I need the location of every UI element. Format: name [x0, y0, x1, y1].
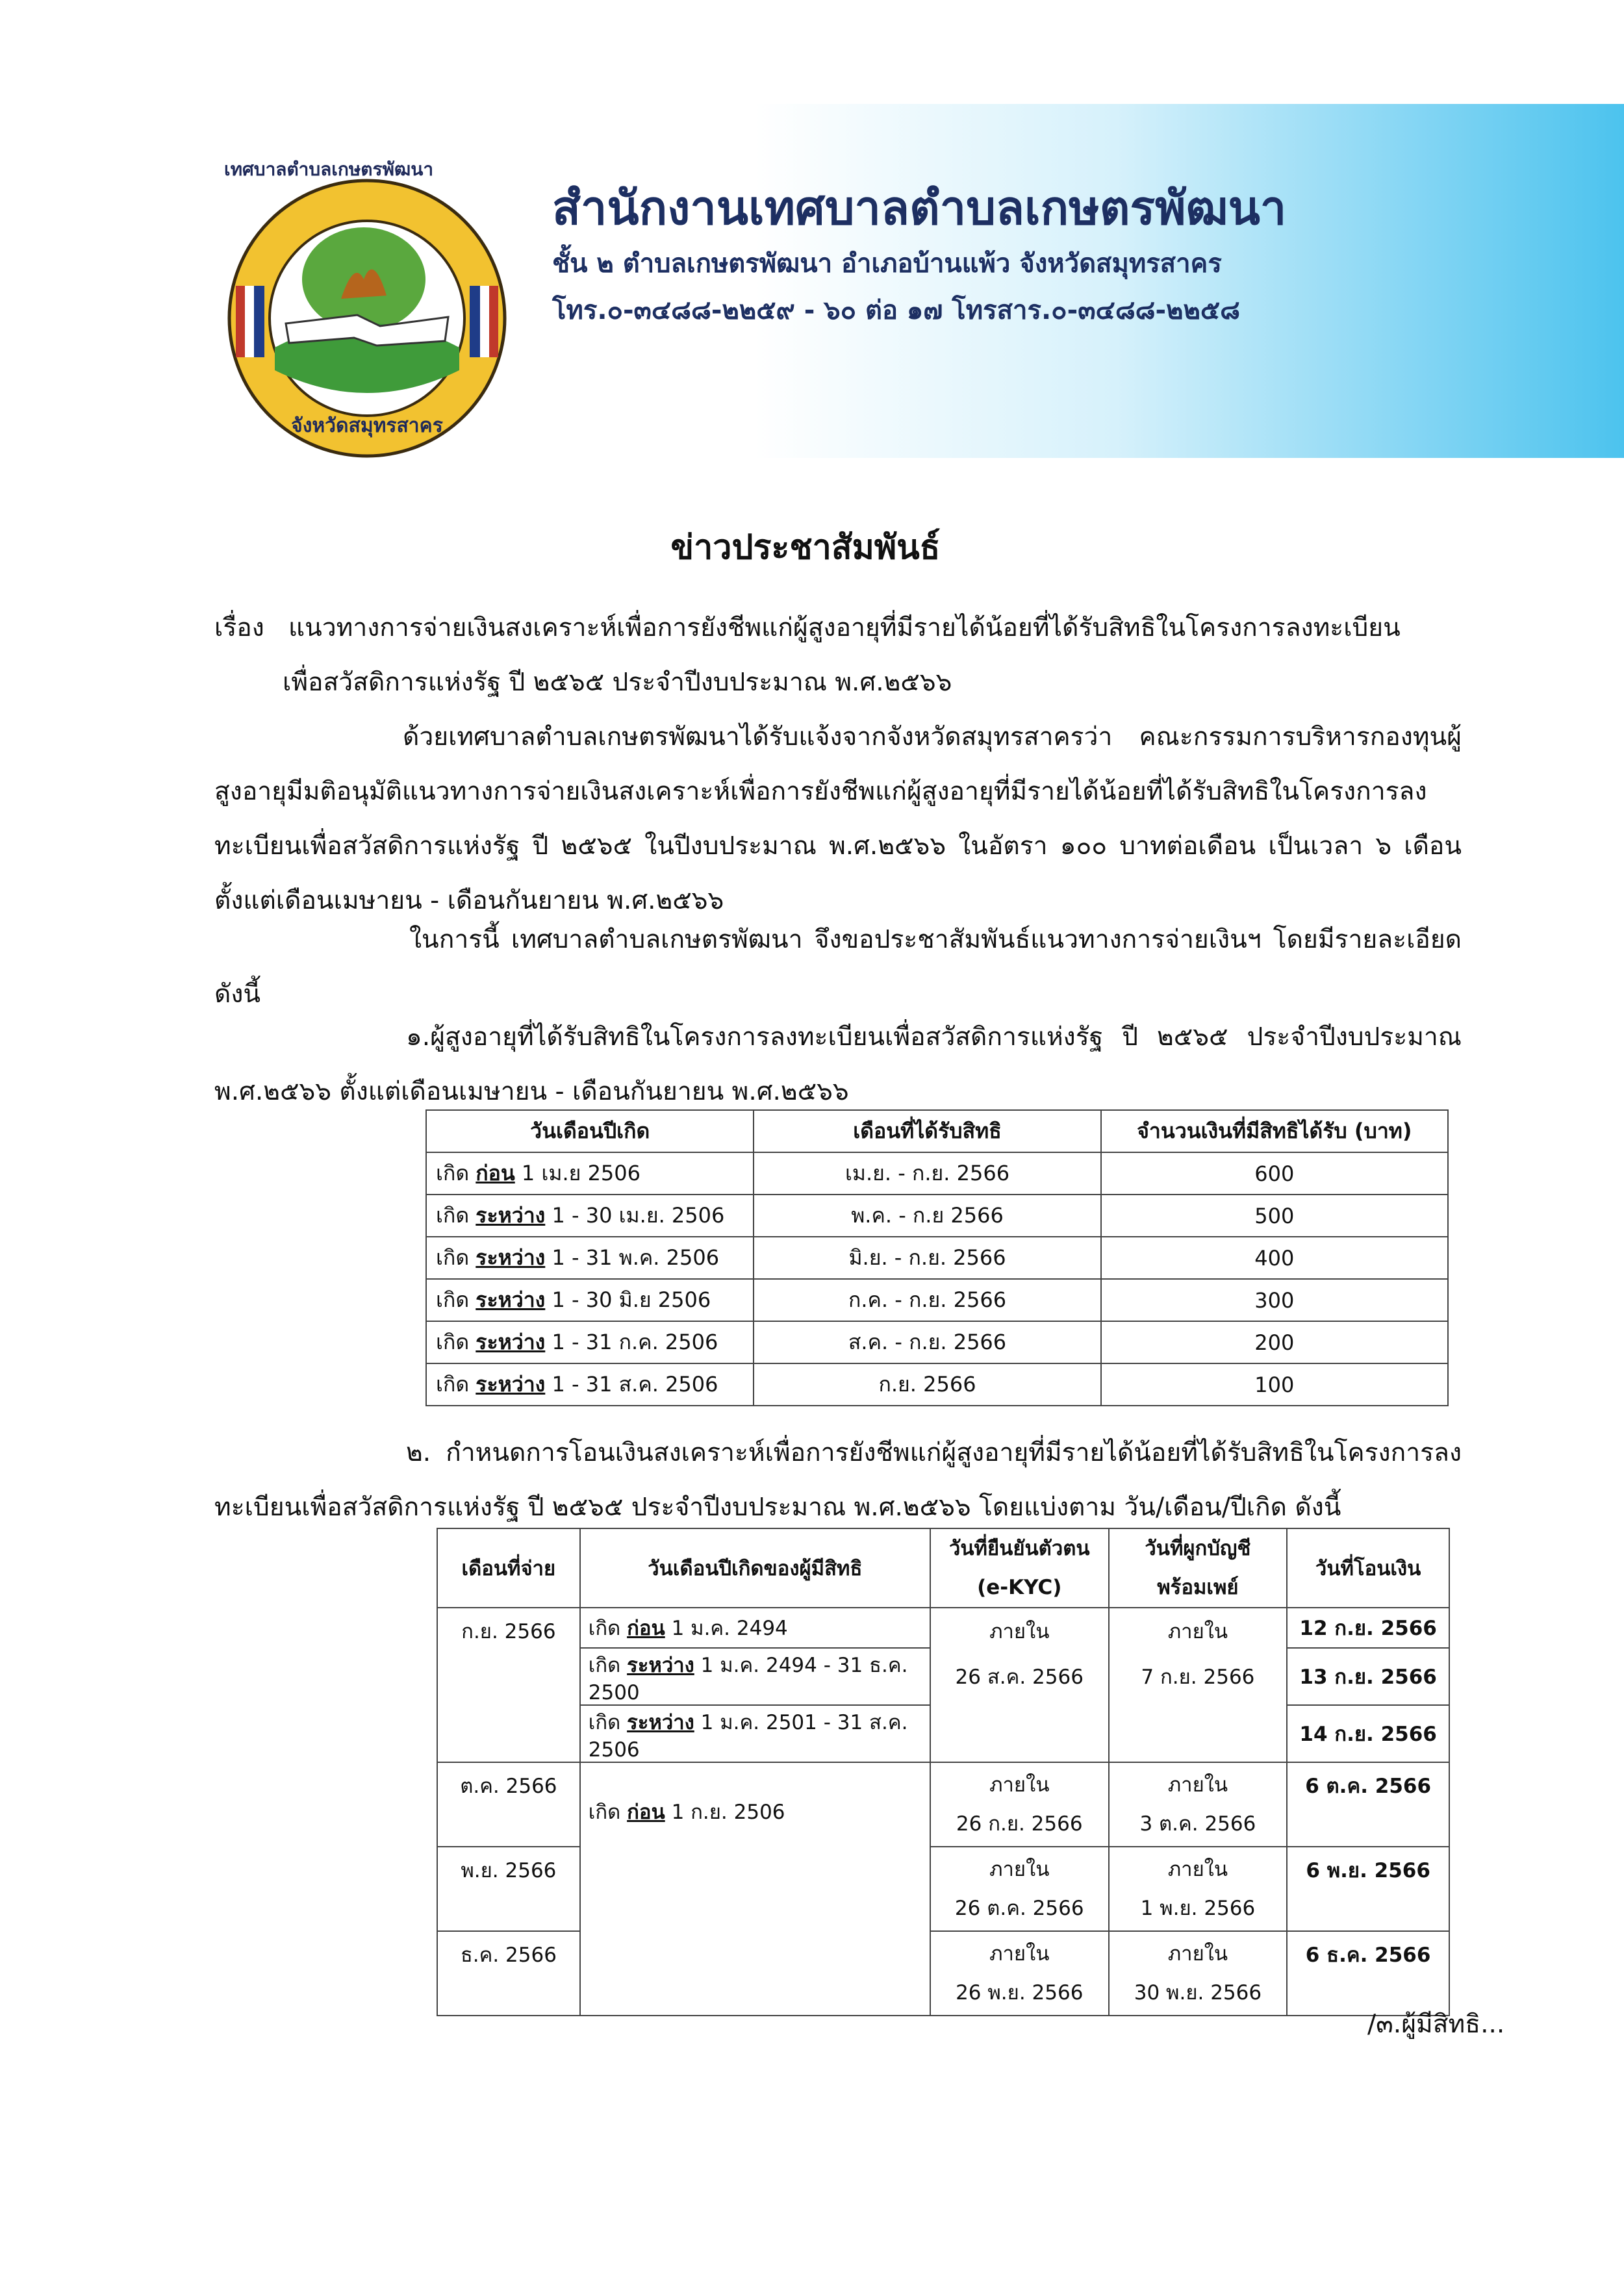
account-deadline: ภายใน 1 พ.ย. 2566	[1109, 1847, 1288, 1931]
subject-line-1: แนวทางการจ่ายเงินสงเคราะห์เพื่อการยังชีพแก่ผู้สูงอายุที่มีรายได้น้อยที่ได้รับสิทธิในโครงการลงทะเบียน	[288, 613, 1401, 642]
eligible-amount: 200	[1101, 1321, 1448, 1363]
eligible-amount: 400	[1101, 1237, 1448, 1279]
transfer-schedule-table	[437, 1528, 1450, 2016]
eligible-amount: 100	[1101, 1363, 1448, 1406]
table-row	[437, 1608, 1449, 1648]
table-header-row	[426, 1110, 1448, 1152]
payment-month: ต.ค. 2566	[437, 1762, 580, 1847]
payment-month: ก.ย. 2566	[437, 1608, 580, 1762]
ekyc-deadline: ภายใน 26 ต.ค. 2566	[930, 1847, 1109, 1931]
ekyc-deadline: ภายใน 26 พ.ย. 2566	[930, 1931, 1109, 2016]
birth-range: เกิด ก่อน 1 ม.ค. 2494	[580, 1608, 930, 1648]
column-header: จำนวนเงินที่มีสิทธิได้รับ (บาท)	[1101, 1110, 1448, 1152]
paragraph-announcement: ด้วยเทศบาลตำบลเกษตรพัฒนาได้รับแจ้งจากจังหวัดสมุทรสาครว่า คณะกรรมการบริหารกองทุนผู้สูงอายุมีมติอนุมัติแนวทางการจ่ายเงินสงเคราะห์เพื่อการยังชีพแก่ผู้สูงอายุที่มีรายได้น้อยที่ได้รับสิทธิในโครงการลงทะเบียนเพื่อสวัสดิการแห่งรัฐ ปี ๒๕๖๕ ในปีงบประมาณ พ.ศ.๒๕๖๖ ในอัตรา ๑๐๐ บาทต่อเดือน เป็นเวลา ๖ เดือน ตั้งแต่เดือนเมษายน - เดือนกันยายน พ.ศ.๒๕๖๖	[214, 722, 1462, 915]
table-row	[426, 1195, 1448, 1237]
subject-line-2: เพื่อสวัสดิการแห่งรัฐ ปี ๒๕๖๕ ประจำปีงบประมาณ พ.ศ.๒๕๖๖	[283, 668, 952, 697]
ekyc-deadline: ภายใน 26 ส.ค. 2566	[930, 1608, 1109, 1762]
column-header: วันเดือนปีเกิด	[426, 1110, 754, 1152]
payment-month: ธ.ค. 2566	[437, 1931, 580, 2016]
document-title: ข่าวประชาสัมพันธ์	[670, 528, 941, 567]
transfer-date: 6 ต.ค. 2566	[1287, 1762, 1449, 1847]
birth-date-range: เกิด ระหว่าง 1 - 31 ก.ค. 2506	[426, 1321, 754, 1363]
org-name: สำนักงานเทศบาลตำบลเกษตรพัฒนา	[552, 181, 1287, 235]
eligible-amount: 300	[1101, 1279, 1448, 1321]
birth-range: เกิด ระหว่าง 1 ม.ค. 2501 - 31 ส.ค. 2506	[580, 1705, 930, 1762]
item-1-text: ๑.ผู้สูงอายุที่ได้รับสิทธิในโครงการลงทะเบียนเพื่อสวัสดิการแห่งรัฐ ปี ๒๕๖๕ ประจำปีงบประมาณ พ.ศ.๒๕๖๖ ตั้งแต่เดือนเมษายน - เดือนกันยายน พ.ศ.๒๕๖๖	[214, 1022, 1462, 1106]
table-header-row	[437, 1528, 1449, 1608]
birth-date-range: เกิด ก่อน 1 เม.ย 2506	[426, 1152, 754, 1195]
account-deadline: ภายใน 30 พ.ย. 2566	[1109, 1931, 1288, 2016]
eligible-months: พ.ค. - ก.ย 2566	[754, 1195, 1100, 1237]
birth-range: เกิด ระหว่าง 1 ม.ค. 2494 - 31 ธ.ค. 2500	[580, 1648, 930, 1705]
logo-text-top: เทศบาลตำบลเกษตรพัฒนา	[224, 158, 434, 180]
column-header: วันที่ผูกบัญชี พร้อมเพย์	[1109, 1528, 1288, 1608]
column-header: เดือนที่จ่าย	[437, 1528, 580, 1608]
column-header: เดือนที่ได้รับสิทธิ	[754, 1110, 1100, 1152]
account-deadline: ภายใน 3 ต.ค. 2566	[1109, 1762, 1288, 1847]
birth-date-range: เกิด ระหว่าง 1 - 31 พ.ค. 2506	[426, 1237, 754, 1279]
transfer-date: 13 ก.ย. 2566	[1287, 1648, 1449, 1705]
transfer-date: 14 ก.ย. 2566	[1287, 1705, 1449, 1762]
eligible-months: เม.ย. - ก.ย. 2566	[754, 1152, 1100, 1195]
payment-amount-table	[425, 1109, 1449, 1406]
logo-text-bottom: จังหวัดสมุทรสาคร	[291, 414, 443, 437]
eligible-amount: 500	[1101, 1195, 1448, 1237]
org-phone: โทร.๐-๓๔๘๘-๒๒๕๙ - ๖๐ ต่อ ๑๗ โทรสาร.๐-๓๔๘๘-๒๒๕๘	[552, 296, 1241, 325]
table-row	[426, 1152, 1448, 1195]
column-header: วันเดือนปีเกิดของผู้มีสิทธิ	[580, 1528, 930, 1608]
table-row	[437, 1762, 1449, 1847]
subject-label: เรื่อง	[214, 613, 264, 642]
table-row	[426, 1363, 1448, 1406]
eligible-amount: 600	[1101, 1152, 1448, 1195]
eligible-months: ก.ค. - ก.ย. 2566	[754, 1279, 1100, 1321]
table-row	[426, 1321, 1448, 1363]
municipality-logo	[224, 158, 510, 461]
item-2-text: ๒. กำหนดการโอนเงินสงเคราะห์เพื่อการยังชีพแก่ผู้สูงอายุที่มีรายได้น้อยที่ได้รับสิทธิในโครงการลงทะเบียนเพื่อสวัสดิการแห่งรัฐ ปี ๒๕๖๕ ประจำปีงบประมาณ พ.ศ.๒๕๖๖ โดยแบ่งตาม วัน/เดือน/ปีเกิด ดังนี้	[214, 1438, 1462, 1522]
transfer-date: 6 ธ.ค. 2566	[1287, 1931, 1449, 2016]
transfer-date: 12 ก.ย. 2566	[1287, 1608, 1449, 1648]
birth-range: เกิด ก่อน 1 ก.ย. 2506	[580, 1762, 930, 2016]
birth-date-range: เกิด ระหว่าง 1 - 31 ส.ค. 2506	[426, 1363, 754, 1406]
transfer-date: 6 พ.ย. 2566	[1287, 1847, 1449, 1931]
birth-date-range: เกิด ระหว่าง 1 - 30 มิ.ย 2506	[426, 1279, 754, 1321]
eligible-months: มิ.ย. - ก.ย. 2566	[754, 1237, 1100, 1279]
continued-marker: /๓.ผู้มีสิทธิ...	[1367, 2010, 1505, 2039]
eligible-months: ก.ย. 2566	[754, 1363, 1100, 1406]
eligible-months: ส.ค. - ก.ย. 2566	[754, 1321, 1100, 1363]
subject-block	[214, 601, 1462, 710]
org-header	[552, 175, 1527, 334]
ekyc-deadline: ภายใน 26 ก.ย. 2566	[930, 1762, 1109, 1847]
table-row	[426, 1279, 1448, 1321]
payment-month: พ.ย. 2566	[437, 1847, 580, 1931]
org-address: ชั้น ๒ ตำบลเกษตรพัฒนา อำเภอบ้านแพ้ว จังหวัดสมุทรสาคร	[552, 249, 1222, 279]
paragraph-intro: ในการนี้ เทศบาลตำบลเกษตรพัฒนา จึงขอประชาสัมพันธ์แนวทางการจ่ายเงินฯ โดยมีรายละเอียดดังนี้	[214, 925, 1462, 1009]
birth-date-range: เกิด ระหว่าง 1 - 30 เม.ย. 2506	[426, 1195, 754, 1237]
account-deadline: ภายใน 7 ก.ย. 2566	[1109, 1608, 1288, 1762]
column-header: วันที่โอนเงิน	[1287, 1528, 1449, 1608]
table-row	[426, 1237, 1448, 1279]
column-header: วันที่ยืนยันตัวตน (e-KYC)	[930, 1528, 1109, 1608]
